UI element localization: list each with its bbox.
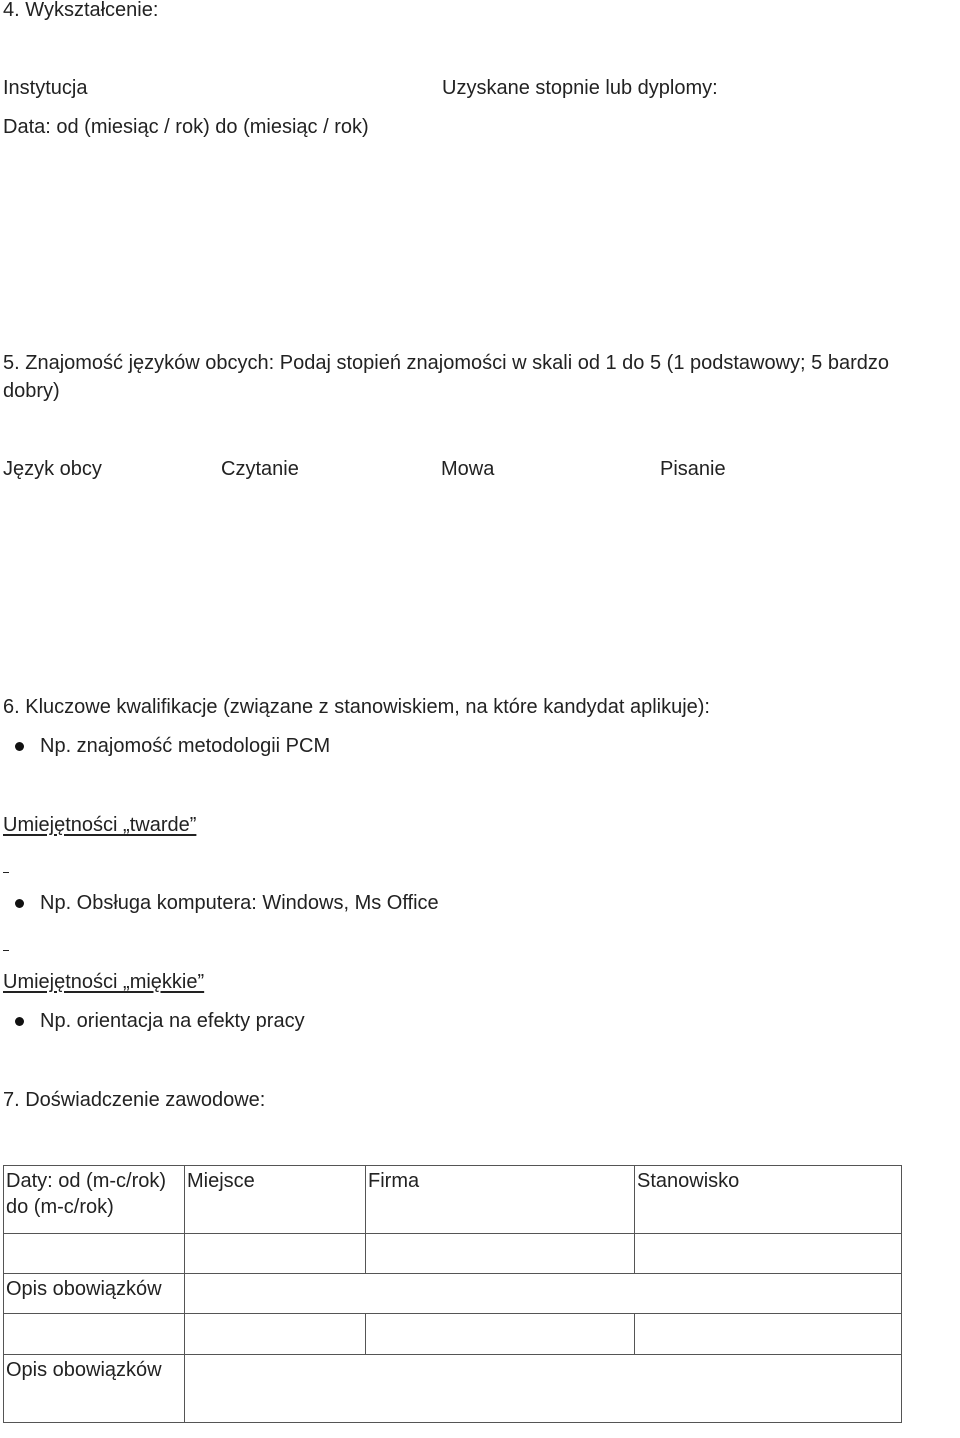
section-7-title: 7. Doświadczenie zawodowe:	[3, 1089, 266, 1111]
section-5-title-line2: dobry)	[3, 380, 60, 402]
bullet-item-pcm: Np. znajomość metodologii PCM	[40, 735, 331, 757]
table-row	[4, 1355, 902, 1423]
bullet-icon	[15, 899, 24, 908]
speaking-column-header: Mowa	[441, 458, 495, 480]
table-row	[4, 1314, 902, 1355]
bullet-icon	[15, 742, 24, 751]
header-company: Firma	[366, 1166, 635, 1234]
header-position: Stanowisko	[635, 1166, 902, 1234]
section-5-title-line1: 5. Znajomość języków obcych: Podaj stopień znajomości w skali od 1 do 5 (1 podstawowy; 5 bardzo	[3, 352, 890, 374]
duties-cell[interactable]	[185, 1274, 902, 1314]
table-row	[4, 1274, 902, 1314]
degrees-label: Uzyskane stopnie lub dyplomy:	[442, 77, 718, 99]
dash-marker	[3, 872, 9, 873]
table-row	[4, 1234, 902, 1274]
duties-label-cell: Opis obowiązków	[4, 1274, 185, 1314]
section-6-title: 6. Kluczowe kwalifikacje (związane z stanowiskiem, na które kandydat aplikuje):	[3, 696, 710, 718]
place-cell[interactable]	[185, 1234, 366, 1274]
language-column-header: Język obcy	[3, 458, 102, 480]
duties-label-cell: Opis obowiązków	[4, 1355, 185, 1423]
reading-column-header: Czytanie	[221, 458, 299, 480]
bullet-item-results: Np. orientacja na efekty pracy	[40, 1010, 305, 1032]
soft-skills-heading: Umiejętności „miękkie”	[3, 971, 205, 993]
hard-skills-heading: Umiejętności „twarde”	[3, 814, 197, 836]
institution-label: Instytucja	[3, 77, 88, 99]
place-cell[interactable]	[185, 1314, 366, 1355]
header-place: Miejsce	[185, 1166, 366, 1234]
bullet-item-computer: Np. Obsługa komputera: Windows, Ms Office	[40, 892, 439, 914]
company-cell[interactable]	[366, 1234, 635, 1274]
dates-label: Data: od (miesiąc / rok) do (miesiąc / rok)	[3, 116, 369, 138]
writing-column-header: Pisanie	[660, 458, 726, 480]
company-cell[interactable]	[366, 1314, 635, 1355]
header-dates: Daty: od (m-c/rok) do (m-c/rok)	[4, 1166, 185, 1234]
position-cell[interactable]	[635, 1234, 902, 1274]
bullet-icon	[15, 1017, 24, 1026]
section-4-title: 4. Wykształcenie:	[3, 0, 159, 21]
table-header-row	[4, 1166, 902, 1234]
experience-table	[3, 1165, 902, 1423]
duties-cell[interactable]	[185, 1355, 902, 1423]
dates-cell[interactable]	[4, 1314, 185, 1355]
position-cell[interactable]	[635, 1314, 902, 1355]
dash-marker	[3, 950, 9, 951]
dates-cell[interactable]	[4, 1234, 185, 1274]
